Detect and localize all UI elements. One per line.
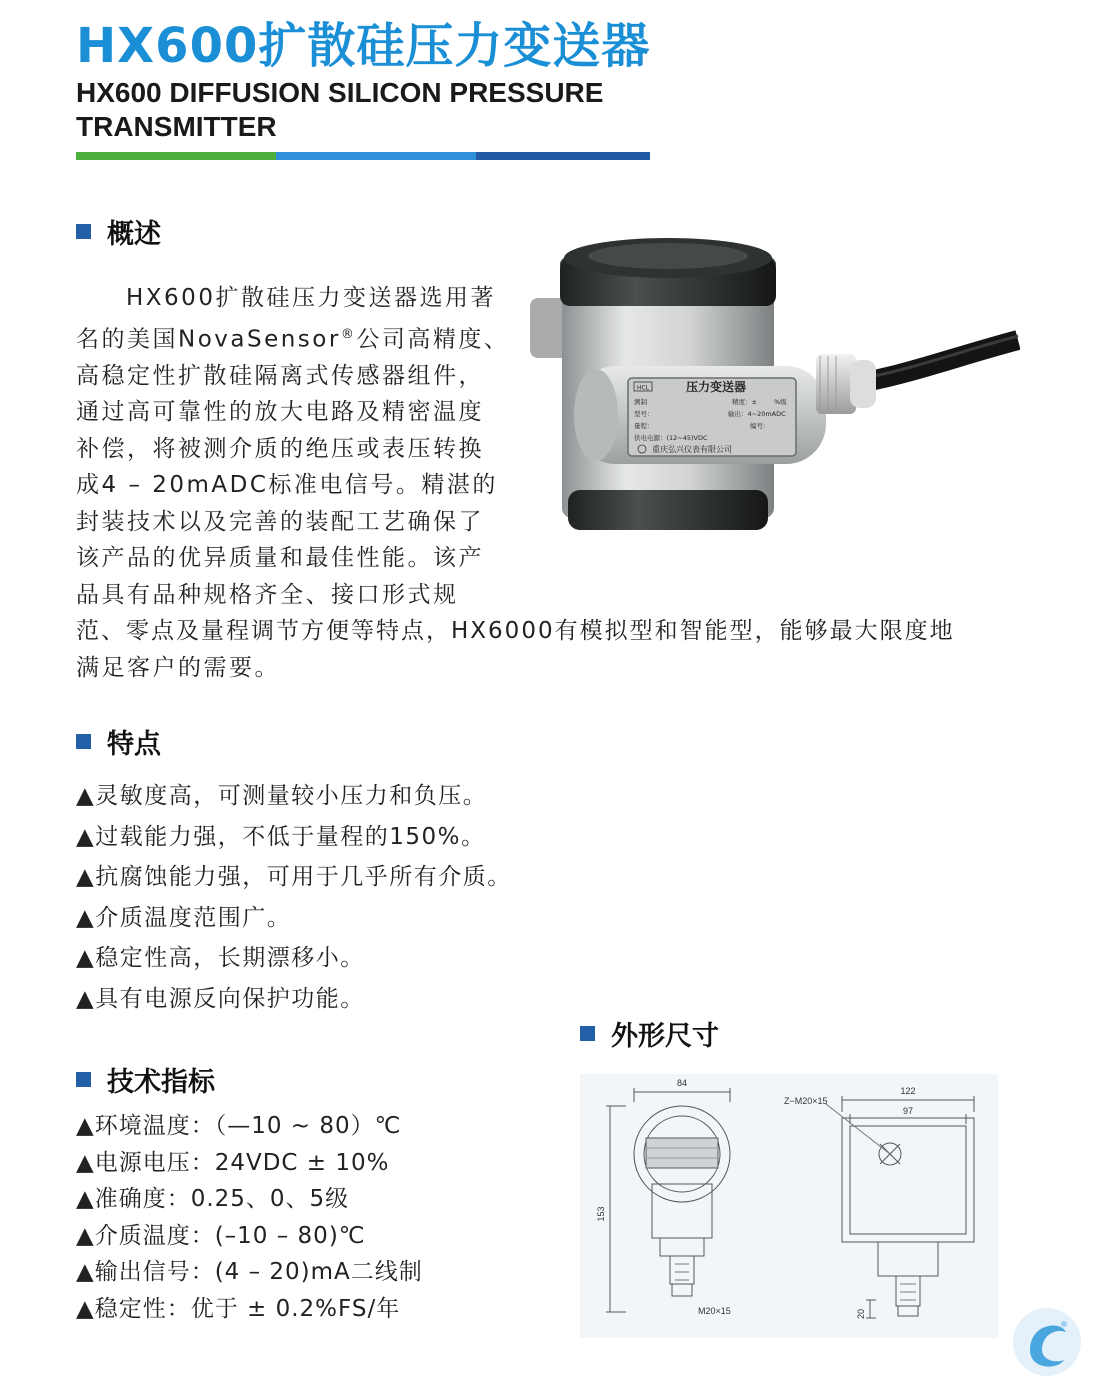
nameplate-row1b: 精度：±	[732, 398, 757, 406]
accent-bar-navy	[476, 152, 650, 160]
dimensions-heading	[580, 1014, 719, 1053]
nameplate-row2b: 输出：4~20mADC	[728, 410, 786, 418]
page-title: HX600扩散硅压力变送器	[76, 18, 651, 74]
overview-text: 名的美国NovaSensor	[76, 326, 341, 353]
overview-line: 通过高可靠性的放大电路及精密温度	[76, 399, 484, 426]
features-heading	[76, 722, 161, 761]
nameplate-row1a: 测制	[634, 398, 647, 406]
overview-text: 公司高精度、	[356, 326, 510, 353]
dim-front-thread: M20×15	[698, 1306, 731, 1316]
square-bullet-icon	[76, 734, 91, 749]
nameplate-row3a: 量程：	[634, 422, 654, 430]
dim-side-inner: 97	[902, 1106, 914, 1116]
nameplate-company: 重庆弘兴仪表有限公司	[652, 445, 732, 454]
spec-item: ▲介质温度：(–10 – 80)℃	[76, 1222, 366, 1249]
feature-item: ▲抗腐蚀能力强，可用于几乎所有介质。	[76, 864, 512, 890]
overview-line: 高稳定性扩散硅隔离式传感器组件，	[76, 362, 484, 389]
overview-line: 补偿，将被测介质的绝压或表压转换	[76, 435, 484, 462]
spec-item: ▲环境温度：（—10 ~ 80）℃	[76, 1113, 402, 1139]
dimensions-heading-text: 外形尺寸	[611, 1021, 719, 1052]
dim-side-width: 122	[900, 1086, 916, 1096]
overview-heading	[76, 212, 161, 251]
registered-mark: ®	[340, 326, 357, 342]
square-bullet-icon	[76, 224, 91, 239]
overview-heading-text: 概述	[107, 219, 161, 250]
overview-line: 满足客户的需要。	[76, 654, 280, 681]
nameplate-row2a: 型号：	[634, 410, 654, 418]
dim-front-height: 153	[596, 1206, 606, 1222]
spec-item: ▲稳定性：优于 ± 0.2%FS/年	[76, 1295, 401, 1322]
page-subtitle: HX600 DIFFUSION SILICON PRESSURE TRANSMITTER	[76, 77, 604, 142]
dim-cable-thread: Z−M20×15	[784, 1096, 828, 1106]
feature-item: ▲稳定性高，长期漂移小。	[76, 945, 365, 971]
features-heading-text: 特点	[107, 729, 161, 760]
overview-line: 该产品的优异质量和最佳性能。该产	[76, 545, 484, 572]
nameplate-title: 压力变送器	[685, 380, 747, 394]
nameplate-row4: 供电电源：(12~45)VDC	[634, 434, 708, 442]
overview-line: 封装技术以及完善的装配工艺确保了	[76, 508, 484, 535]
square-bullet-icon	[76, 1072, 91, 1087]
feature-item: ▲介质温度范围广。	[76, 904, 292, 931]
specs-heading	[76, 1060, 215, 1099]
spec-item: ▲电源电压：24VDC ± 10%	[76, 1149, 390, 1176]
specs-list	[76, 1108, 423, 1327]
overview-line: 品具有品种规格齐全、接口形式规	[76, 581, 459, 608]
feature-item: ▲具有电源反向保护功能。	[76, 985, 365, 1012]
watermark-logo	[1008, 1302, 1086, 1382]
square-bullet-icon	[580, 1026, 595, 1041]
dim-front-width: 84	[676, 1078, 688, 1088]
overview-line: 成4 – 20mADC标准电信号。精湛的	[76, 472, 498, 499]
spec-item: ▲准确度：0.25、0、5级	[76, 1186, 350, 1212]
overview-line: HX600扩散硅压力变送器选用著	[126, 285, 496, 311]
product-photo	[520, 228, 1020, 558]
feature-item: ▲过载能力强，不低于量程的150%。	[76, 823, 486, 850]
accent-bar-blue	[276, 152, 476, 160]
overview-line: 范、零点及量程调节方便等特点，HX6000有模拟型和智能型，能够最大限度地	[76, 618, 955, 645]
specs-heading-text: 技术指标	[107, 1067, 215, 1098]
spec-item: ▲输出信号：(4 – 20)mA二线制	[76, 1259, 423, 1285]
nameplate-row1c: %级	[774, 398, 787, 406]
dim-bottom-height: 20	[856, 1308, 866, 1320]
dimension-drawing	[580, 1074, 998, 1338]
nameplate-logo: HCL	[636, 384, 650, 392]
feature-item: ▲灵敏度高，可测量较小压力和负压。	[76, 783, 488, 809]
nameplate-row3b: 编号：	[750, 422, 770, 430]
features-list	[76, 776, 512, 1019]
accent-bar-green	[76, 152, 276, 160]
